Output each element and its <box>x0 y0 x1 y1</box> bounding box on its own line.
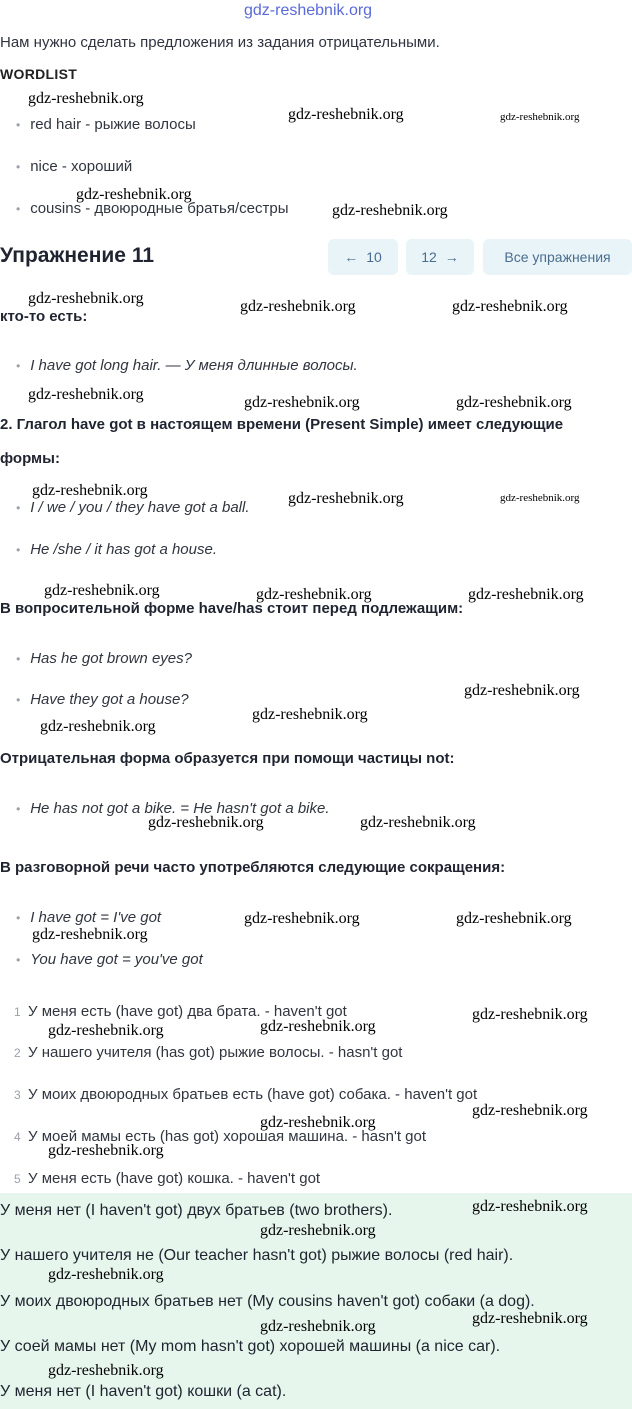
watermark: gdz-reshebnik.org <box>252 706 368 723</box>
watermark: gdz-reshebnik.org <box>500 111 580 123</box>
watermark: gdz-reshebnik.org <box>456 394 572 411</box>
example-item: • I / we / you / they have got a ball. <box>16 499 250 516</box>
example-item: • He /she / it has got a house. <box>16 541 217 558</box>
watermark: gdz-reshebnik.org <box>260 1318 376 1335</box>
bullet-icon: • <box>16 693 21 707</box>
watermark: gdz-reshebnik.org <box>472 1102 588 1119</box>
watermark: gdz-reshebnik.org <box>48 1142 164 1159</box>
bullet-icon: • <box>16 118 21 132</box>
answer-line: У меня нет (I haven't got) кошки (a cat). <box>0 1383 287 1400</box>
watermark: gdz-reshebnik.org <box>452 298 568 315</box>
watermark: gdz-reshebnik.org <box>244 910 360 927</box>
watermark: gdz-reshebnik.org <box>332 202 448 219</box>
example-item: • I have got long hair. — У меня длинные волосы. <box>16 357 358 374</box>
rule-text: формы: <box>0 450 60 467</box>
answer-line: У моих двоюродных братьев нет (My cousins haven't got) собаки (a dog). <box>0 1293 535 1310</box>
example-item: • You have got = you've got <box>16 951 203 968</box>
task-item: 1 У меня есть (have got) два брата. - haven't got <box>14 1003 347 1020</box>
rule-text: 2. Глагол have got в настоящем времени (Present Simple) имеет следующие <box>0 416 564 433</box>
next-exercise-button[interactable]: 12 → <box>406 239 474 275</box>
watermark: gdz-reshebnik.org <box>40 718 156 735</box>
answer-line: У меня нет (I haven't got) двух братьев (two brothers). <box>0 1202 393 1219</box>
watermark: gdz-reshebnik.org <box>260 1018 376 1035</box>
watermark: gdz-reshebnik.org <box>32 482 148 499</box>
bullet-icon: • <box>16 160 21 174</box>
wordlist-heading: WORDLIST <box>0 66 78 82</box>
bullet-icon: • <box>16 501 21 515</box>
watermark: gdz-reshebnik.org <box>360 814 476 831</box>
example-item: • Have they got a house? <box>16 691 189 708</box>
watermark: gdz-reshebnik.org <box>472 1310 588 1327</box>
exercise-title: Упражнение 11 <box>0 244 155 267</box>
watermark: gdz-reshebnik.org <box>76 186 192 203</box>
answer-line: У соей мамы нет (My mom hasn't got) хорошей машины (a nice car). <box>0 1338 501 1355</box>
bullet-icon: • <box>16 911 21 925</box>
rule-text: В вопросительной форме have/has стоит перед подлежащим: <box>0 600 464 617</box>
watermark: gdz-reshebnik.org <box>44 582 160 599</box>
watermark: gdz-reshebnik.org <box>260 1222 376 1239</box>
example-item: • He has not got a bike. = He hasn't got a bike. <box>16 800 330 817</box>
prev-exercise-button[interactable]: ← 10 <box>328 239 398 275</box>
watermark: gdz-reshebnik.org <box>28 386 144 403</box>
watermark: gdz-reshebnik.org <box>48 1022 164 1039</box>
example-item: • I have got = I've got <box>16 909 162 926</box>
site-logo[interactable]: gdz-reshebnik.org <box>244 2 373 19</box>
watermark: gdz-reshebnik.org <box>244 394 360 411</box>
intro-text: Нам нужно сделать предложения из задания отрицательными. <box>0 34 440 51</box>
rule-text: Отрицательная форма образуется при помощи частицы not: <box>0 750 455 767</box>
rule-text: В разговорной речи часто употребляются следующие сокращения: <box>0 859 506 876</box>
watermark: gdz-reshebnik.org <box>48 1362 164 1379</box>
watermark: gdz-reshebnik.org <box>148 814 264 831</box>
watermark: gdz-reshebnik.org <box>240 298 356 315</box>
bullet-icon: • <box>16 953 21 967</box>
task-item: 2 У нашего учителя (has got) рыжие волосы. - hasn't got <box>14 1044 403 1061</box>
answer-line: У нашего учителя не (Our teacher hasn't got) рыжие волосы (red hair). <box>0 1247 514 1264</box>
all-exercises-button[interactable]: Все упражнения <box>483 239 632 275</box>
watermark: gdz-reshebnik.org <box>48 1266 164 1283</box>
watermark: gdz-reshebnik.org <box>472 1006 588 1023</box>
arrow-right-icon: → <box>444 249 459 265</box>
watermark: gdz-reshebnik.org <box>468 586 584 603</box>
watermark: gdz-reshebnik.org <box>464 682 580 699</box>
watermark: gdz-reshebnik.org <box>456 910 572 927</box>
watermark: gdz-reshebnik.org <box>288 106 404 123</box>
watermark: gdz-reshebnik.org <box>32 926 148 943</box>
wordlist-item: • red hair - рыжие волосы <box>16 116 196 133</box>
wordlist-item: • nice - хороший <box>16 158 133 175</box>
watermark: gdz-reshebnik.org <box>288 490 404 507</box>
arrow-left-icon: ← <box>344 249 359 265</box>
task-item: 3 У моих двоюродных братьев есть (have got) собака. - haven't got <box>14 1086 478 1103</box>
watermark: gdz-reshebnik.org <box>260 1114 376 1131</box>
watermark: gdz-reshebnik.org <box>28 290 144 307</box>
bullet-icon: • <box>16 543 21 557</box>
bullet-icon: • <box>16 359 21 373</box>
rule-text: кто-то есть: <box>0 308 88 325</box>
bullet-icon: • <box>16 202 21 216</box>
example-item: • Has he got brown eyes? <box>16 650 192 667</box>
watermark: gdz-reshebnik.org <box>256 586 372 603</box>
bullet-icon: • <box>16 652 21 666</box>
wordlist-item: • cousins - двоюродные братья/сестры <box>16 200 289 217</box>
watermark: gdz-reshebnik.org <box>28 90 144 107</box>
task-item: 4 У моей мамы есть (has got) хорошая машина. - hasn't got <box>14 1128 427 1145</box>
bullet-icon: • <box>16 802 21 816</box>
task-item: 5 У меня есть (have got) кошка. - haven't got <box>14 1170 321 1187</box>
watermark: gdz-reshebnik.org <box>472 1198 588 1215</box>
watermark: gdz-reshebnik.org <box>500 492 580 504</box>
